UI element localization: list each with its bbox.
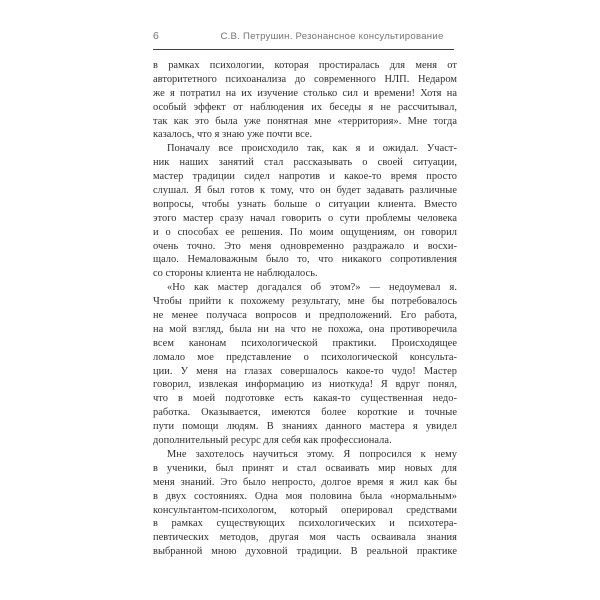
text-line: певтических методов, другая моя часть осваивала знания xyxy=(153,532,457,544)
text-line: что в моей подготовке есть какая-то существенная недо- xyxy=(153,393,457,405)
text-line: Чтобы прийти к похожему результату, мне бы потребовалось xyxy=(153,296,457,308)
text-line: ник наших занятий стал рассказывать о своей ситуации, xyxy=(153,157,457,169)
body-text-block xyxy=(153,59,457,559)
text-line: дополнительный ресурс для себя как профессионала. xyxy=(153,435,392,447)
text-line: особый эффект от наблюдения их беседы я не рассчитывал, xyxy=(153,101,457,113)
text-line: пути помощи людям. В знаниях данного мастера я увидел xyxy=(153,421,457,433)
header-rule xyxy=(153,49,454,50)
text-line: казалось, что я знаю уже почти все. xyxy=(153,129,313,141)
text-line: Поначалу все происходило так, как я и ожидал. Участ- xyxy=(167,143,457,155)
text-line: же я потратил на их изучение столько сил и времени! Хотя на xyxy=(153,87,457,99)
text-line: «Но как мастер догадался об этом?» — недоумевал я. xyxy=(167,282,457,294)
text-line: со стороны клиента не наблюдалось. xyxy=(153,268,318,280)
text-line: в ученики, был принят и стал осваивать мир новых для xyxy=(153,462,457,474)
text-line: авторитетного психоанализа до современного НЛП. Недаром xyxy=(153,73,457,85)
text-line: говорил, извлекая информацию из ниоткуда! Я вдруг понял, xyxy=(153,379,457,391)
text-line: слушал. Я был готов к тому, что он будет задавать различные xyxy=(153,185,457,197)
running-header xyxy=(153,30,455,42)
text-line: в рамках существующих психологических и психотера- xyxy=(153,518,457,530)
text-line: в рамках психологии, которая простиралась для меня от xyxy=(153,60,457,71)
text-line: ломало мое представление о психологической консульта- xyxy=(153,351,457,363)
text-line: так как это была уже понятная мне «территория». Мне тогда xyxy=(153,115,457,127)
text-line: мастер традиции сидел напротив и какое-то время просто xyxy=(153,171,457,183)
text-line: очень точно. Это меня одновременно раздражало и восхи- xyxy=(153,240,457,252)
text-line: меня знаний. Это было непросто, долгое время я жил как бы xyxy=(153,476,457,488)
text-line: ции. У меня на глазах совершалось какое-то чудо! Мастер xyxy=(153,365,457,377)
text-line: на мой взгляд, была ни на что не похожа, она противоречила xyxy=(153,323,457,335)
text-line: Мне захотелось научиться этому. Я попросился к нему xyxy=(167,448,457,460)
text-line: выбранной мною духовной традиции. В реальной практике xyxy=(153,546,457,558)
text-line: щало. Немаловажным было то, что никакого сопротивления xyxy=(153,254,457,266)
text-line: этого мастер сразу начал говорить о сути проблемы человека xyxy=(153,212,457,224)
text-line: вопросы, чтобы узнать больше о ситуации клиента. Вместо xyxy=(153,198,457,210)
text-line: и о способах ее решения. По моим ощущениям, он говорил xyxy=(153,226,457,238)
text-line: не менее получаса вопросов и предположений. Его работа, xyxy=(153,310,457,322)
page-number: 6 xyxy=(153,30,160,42)
text-line: в двух состояниях. Одна моя половина была «нормальным» xyxy=(153,490,457,502)
running-title: С.В. Петрушин. Резонансное консультирование xyxy=(220,31,444,42)
text-line: консультантом-психологом, который оперировал средствами xyxy=(153,504,457,516)
text-line: всем канонам психологической практики. Происходящее xyxy=(153,337,457,349)
text-line: работка. Оказывается, имеются более короткие и точные xyxy=(153,407,457,419)
